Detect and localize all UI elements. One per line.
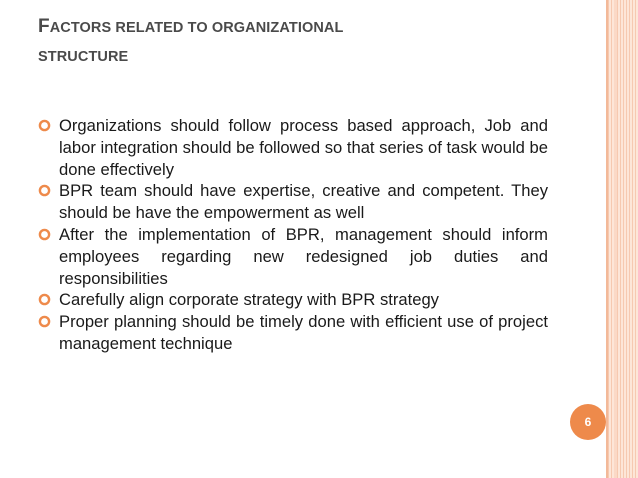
bullet-item	[38, 224, 548, 289]
ring-bullet-icon	[38, 228, 51, 241]
bullet-list	[38, 115, 548, 355]
bullet-text: Organizations should follow process based approach, Job and labor integration should be followed so that series of task would be done effectively	[59, 116, 548, 179]
bullet-text: BPR team should have expertise, creative and competent. They should be have the empowerment as well	[59, 181, 548, 223]
ring-bullet-icon	[38, 184, 51, 197]
bullet-text: After the implementation of BPR, management should inform employees regarding new redesigned job duties and responsibilities	[59, 224, 548, 288]
bullet-item	[38, 115, 548, 180]
bullet-text: Carefully align corporate strategy with BPR strategy	[59, 290, 439, 310]
bullet-item	[38, 180, 548, 224]
bullet-item	[38, 311, 548, 355]
bullet-text: Proper planning should be timely done with efficient use of project management technique	[59, 312, 548, 353]
page-number: 6	[584, 415, 592, 429]
ring-bullet-icon	[38, 119, 51, 132]
bullet-item	[38, 289, 548, 311]
page-number-badge	[570, 404, 606, 440]
ring-bullet-icon	[38, 315, 51, 328]
title-line-2: STRUCTURE	[38, 49, 129, 65]
title-initial: F	[38, 16, 50, 37]
decorative-stripes	[608, 0, 638, 478]
slide-title	[38, 12, 558, 72]
title-line-1-rest: ACTORS RELATED TO ORGANIZATIONAL	[49, 20, 344, 36]
ring-bullet-icon	[38, 293, 51, 306]
title-line-1	[38, 12, 558, 43]
